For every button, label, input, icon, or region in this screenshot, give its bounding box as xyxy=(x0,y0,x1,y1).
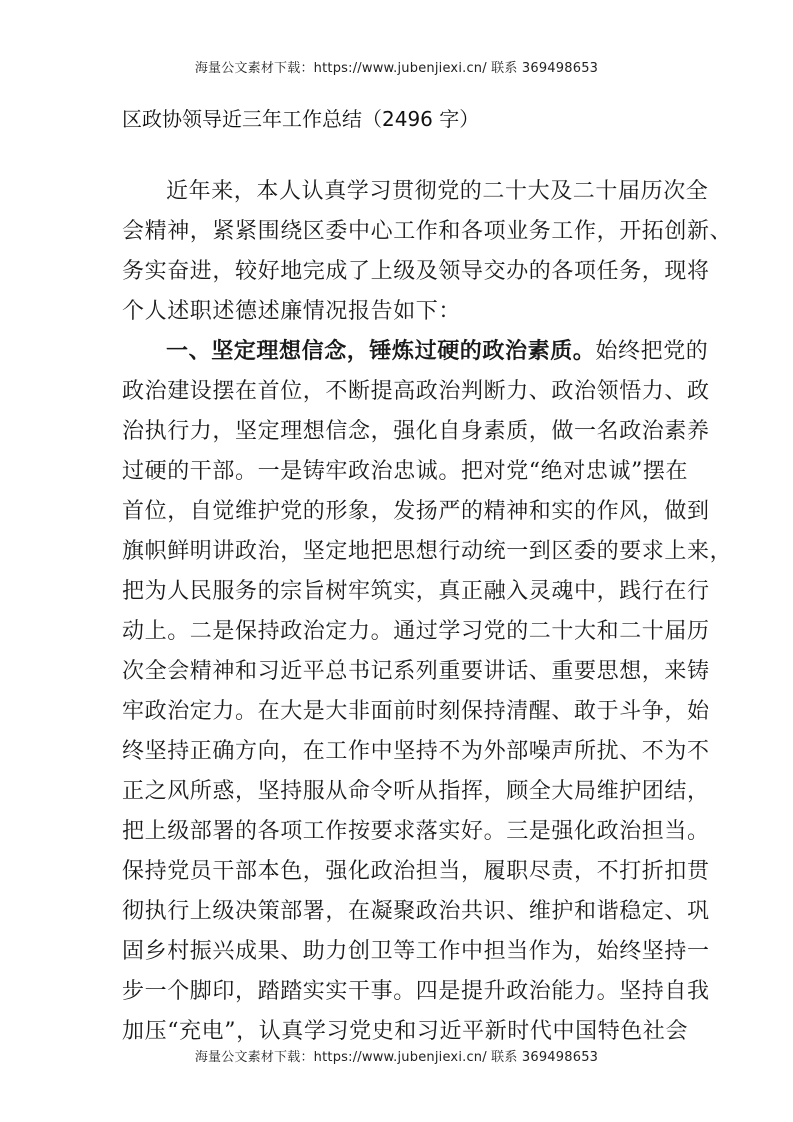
paragraph-line: 过硬的干部。一是铸牢政治忠诚。把对党“绝对忠诚”摆在 xyxy=(122,459,689,484)
paragraph-line: 政治建设摆在首位，不断提高政治判断力、政治领悟力、政 xyxy=(122,379,710,404)
document-body xyxy=(122,172,733,1052)
paragraph-line: 固乡村振兴成果、助力创卫等工作中担当作为，始终坚持一 xyxy=(122,939,710,964)
paragraph-line: 会精神，紧紧围绕区委中心工作和各项业务工作，开拓创新、 xyxy=(122,219,733,244)
paragraph-line: 把为人民服务的宗旨树牢筑实，真正融入灵魂中，践行在行 xyxy=(122,579,710,604)
paragraph-line xyxy=(122,332,709,372)
paragraph-line: 步一个脚印，踏踏实实干事。四是提升政治能力。坚持自我 xyxy=(122,979,710,1004)
section-heading: 一、坚定理想信念，锤炼过硬的政治素质。 xyxy=(166,339,596,364)
paragraph-line: 个人述职述德述廉情况报告如下： xyxy=(122,299,462,324)
paragraph-line: 首位，自觉维护党的形象，发扬严的精神和实的作风，做到 xyxy=(122,499,710,524)
page-footer: 海量公文素材下载：https://www.jubenjiexi.cn/ 联系 369498653 xyxy=(194,1050,599,1065)
paragraph-line: 次全会精神和习近平总书记系列重要讲话、重要思想，来铸 xyxy=(122,659,710,684)
paragraph-line: 务实奋进，较好地完成了上级及领导交办的各项任务，现将 xyxy=(122,259,710,284)
paragraph-line: 近年来，本人认真学习贯彻党的二十大及二十届历次全 xyxy=(166,179,709,204)
paragraph-line: 正之风所惑，坚持服从命令听从指挥，顾全大局维护团结， xyxy=(122,779,710,804)
paragraph-line: 牢政治定力。在大是大非面前时刻保持清醒、敢于斗争，始 xyxy=(122,699,710,724)
paragraph-line: 终坚持正确方向，在工作中坚持不为外部噪声所扰、不为不 xyxy=(122,739,710,764)
paragraph-line: 旗帜鲜明讲政治，坚定地把思想行动统一到区委的要求上来， xyxy=(122,539,733,564)
page-header: 海量公文素材下载：https://www.jubenjiexi.cn/ 联系 369498653 xyxy=(194,61,599,76)
section-heading-continuation: 始终把党的 xyxy=(595,339,709,364)
paragraph-line: 把上级部署的各项工作按要求落实好。三是强化政治担当。 xyxy=(122,819,710,844)
document-title: 区政协领导近三年工作总结（2496 字） xyxy=(122,107,480,131)
paragraph-line: 彻执行上级决策部署，在凝聚政治共识、维护和谐稳定、巩 xyxy=(122,899,710,924)
paragraph-line: 加压“充电”，认真学习党史和习近平新时代中国特色社会 xyxy=(122,1019,689,1044)
paragraph-line: 治执行力，坚定理想信念，强化自身素质，做一名政治素养 xyxy=(122,419,710,444)
paragraph-line: 动上。二是保持政治定力。通过学习党的二十大和二十届历 xyxy=(122,619,710,644)
paragraph-line: 保持党员干部本色，强化政治担当，履职尽责，不打折扣贯 xyxy=(122,859,710,884)
